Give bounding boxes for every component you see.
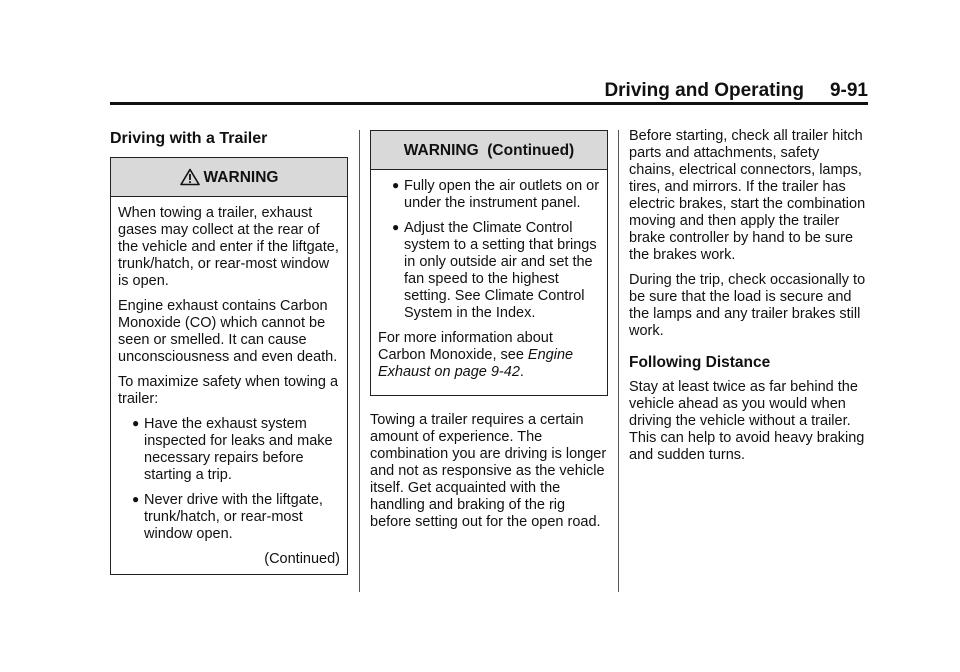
subsection-paragraph: Stay at least twice as far behind the vehicle ahead as you would when driving the vehicle without a trailer. This can help to avoid heavy braking and sudden turns. <box>629 379 865 463</box>
column-3 <box>629 128 869 472</box>
bullet-text: Adjust the Climate Control system to a setting that brings in only outside air and set the fan speed to the highest setting. See Climate Control System in the Index. <box>404 220 597 321</box>
bullet-dot-icon: ● <box>132 492 140 506</box>
cross-reference-link[interactable]: Engine Exhaust on page 9-42 <box>378 347 574 380</box>
continued-label: (Continued) <box>264 551 340 567</box>
column-divider-2 <box>618 130 619 592</box>
subsection-title: Following Distance <box>629 354 771 371</box>
column-2 <box>370 130 608 539</box>
bullet-text: Fully open the air outlets on or under the instrument panel. <box>404 178 600 211</box>
warning-box <box>110 157 348 575</box>
warning-box-continued <box>370 130 608 396</box>
warning-header <box>371 131 607 170</box>
bullet-dot-icon: ● <box>392 178 400 192</box>
warning-header <box>111 158 347 197</box>
column-divider-1 <box>359 130 360 592</box>
bullet-text: Have the exhaust system inspected for leaks and make necessary repairs before starting a trip. <box>144 416 333 483</box>
warning-body <box>111 197 347 574</box>
warning-paragraph: To maximize safety when towing a trailer: <box>118 374 339 407</box>
warning-label: WARNING <box>203 168 279 186</box>
bullet-text: Never drive with the liftgate, trunk/hatch, or rear-most window open. <box>144 492 323 542</box>
bullet-dot-icon: ● <box>392 220 400 234</box>
more-info-suffix: . <box>519 364 524 380</box>
header-rule <box>110 102 868 105</box>
warning-paragraph: When towing a trailer, exhaust gases may collect at the rear of the vehicle and enter if the liftgate, trunk/hatch, or rear-most window is open. <box>118 205 339 289</box>
bullet-item <box>118 416 340 484</box>
page-number: 9-91 <box>829 80 868 101</box>
bullet-item <box>378 220 600 322</box>
section-title: Driving with a Trailer <box>110 130 268 147</box>
towing-paragraph: Towing a trailer requires a certain amount of experience. The combination you are driving is longer and not as responsive as the vehicle itself. Get acquainted with the handling and braking of the rig before setting out for the open road. <box>370 412 607 530</box>
body-paragraph: During the trip, check occasionally to be sure that the load is secure and the lamps and any trailer brakes still work. <box>629 272 866 339</box>
warning-body <box>371 170 607 395</box>
bullet-dot-icon: ● <box>132 416 140 430</box>
body-paragraph: Before starting, check all trailer hitch parts and attachments, safety chains, electrical connectors, lamps, tires, and mirrors. If the trailer has electric brakes, start the combination moving and then apply the trailer brake controller by hand to be sure the brakes work. <box>629 128 866 263</box>
warning-continued-label: WARNING (Continued) <box>403 141 575 159</box>
warning-paragraph: Engine exhaust contains Carbon Monoxide (CO) which cannot be seen or smelled. It can cause unconsciousness and even death. <box>118 298 338 365</box>
bullet-item <box>118 492 340 543</box>
more-info-text: For more information about Carbon Monoxide, see <box>378 330 553 363</box>
column-1 <box>110 130 348 575</box>
page-title: Driving and Operating <box>604 80 804 101</box>
warning-triangle-icon <box>180 168 200 186</box>
more-info-paragraph <box>378 330 600 381</box>
bullet-item <box>378 178 600 212</box>
